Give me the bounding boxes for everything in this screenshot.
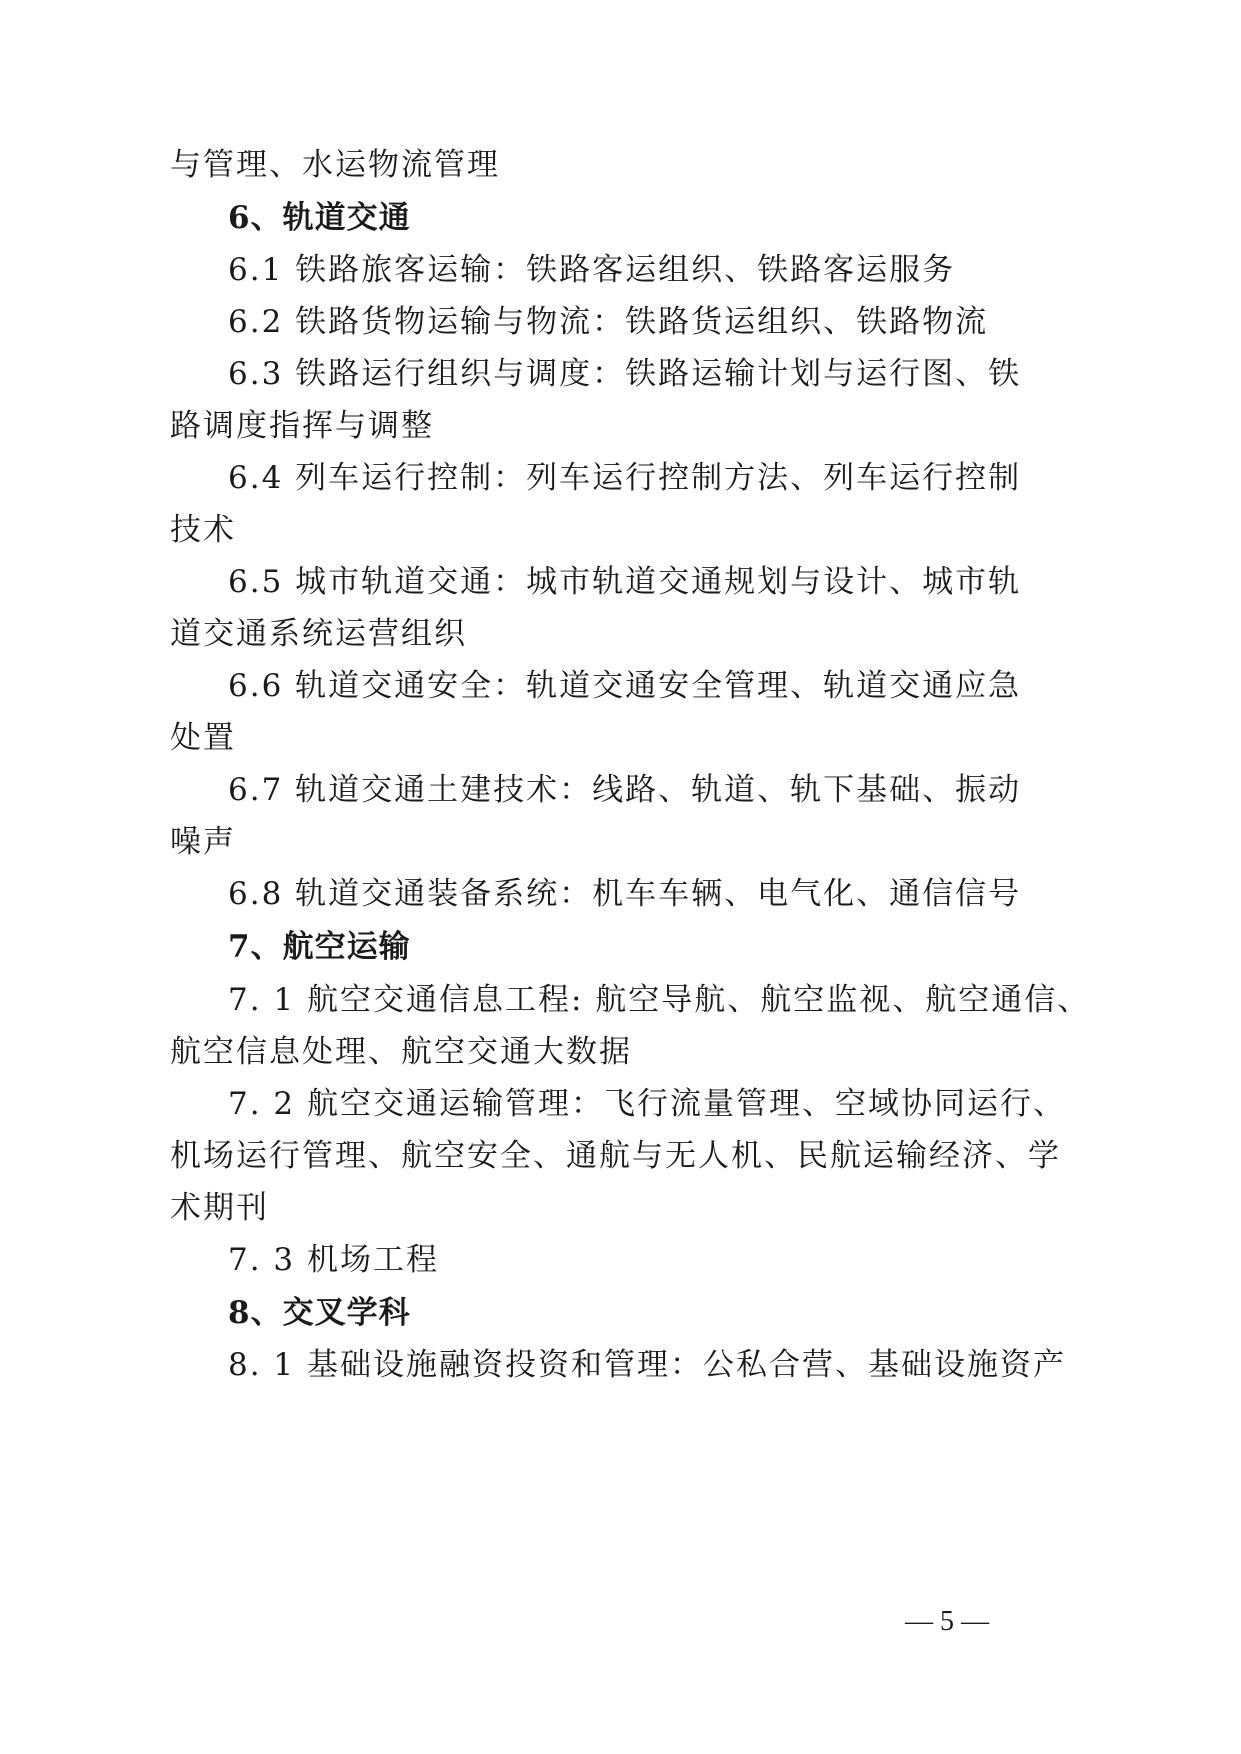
body-text-line: 与管理、水运物流管理 — [170, 147, 500, 183]
item-6-7-cont: 噪声 — [170, 824, 236, 860]
section-heading-6: 6、轨道交通 — [228, 200, 411, 236]
item-6-4: 6.4 列车运行控制：列车运行控制方法、列车运行控制 — [228, 460, 1022, 496]
item-6-4-cont: 技术 — [170, 512, 236, 548]
item-6-6-cont: 处置 — [170, 720, 236, 756]
item-6-6: 6.6 轨道交通安全：轨道交通安全管理、轨道交通应急 — [228, 668, 1022, 704]
item-6-8: 6.8 轨道交通装备系统：机车车辆、电气化、通信信号 — [228, 876, 1022, 912]
item-7-1: 7. 1 航空交通信息工程: 航空导航、航空监视、航空通信、 — [228, 982, 1091, 1018]
item-6-3: 6.3 铁路运行组织与调度：铁路运输计划与运行图、铁 — [228, 356, 1022, 392]
item-6-2: 6.2 铁路货物运输与物流：铁路货运组织、铁路物流 — [228, 304, 989, 340]
item-7-2-cont: 机场运行管理、航空安全、通航与无人机、民航运输经济、学 — [170, 1138, 1061, 1174]
page-number: — 5 — — [905, 1606, 989, 1637]
item-6-3-cont: 路调度指挥与调整 — [170, 408, 434, 444]
item-6-5: 6.5 城市轨道交通：城市轨道交通规划与设计、城市轨 — [228, 564, 1022, 600]
item-6-7: 6.7 轨道交通土建技术：线路、轨道、轨下基础、振动 — [228, 772, 1022, 808]
item-6-5-cont: 道交通系统运营组织 — [170, 616, 467, 652]
item-7-1-cont: 航空信息处理、航空交通大数据 — [170, 1034, 632, 1070]
section-heading-7: 7、航空运输 — [228, 929, 411, 965]
section-heading-8: 8、交叉学科 — [228, 1295, 411, 1331]
item-7-2-cont2: 术期刊 — [170, 1190, 269, 1226]
item-6-1: 6.1 铁路旅客运输：铁路客运组织、铁路客运服务 — [228, 252, 956, 288]
item-7-2: 7. 2 航空交通运输管理：飞行流量管理、空域协同运行、 — [228, 1086, 1067, 1122]
item-7-3: 7. 3 机场工程 — [228, 1242, 440, 1278]
item-8-1: 8. 1 基础设施融资投资和管理：公私合营、基础设施资产 — [228, 1347, 1067, 1383]
